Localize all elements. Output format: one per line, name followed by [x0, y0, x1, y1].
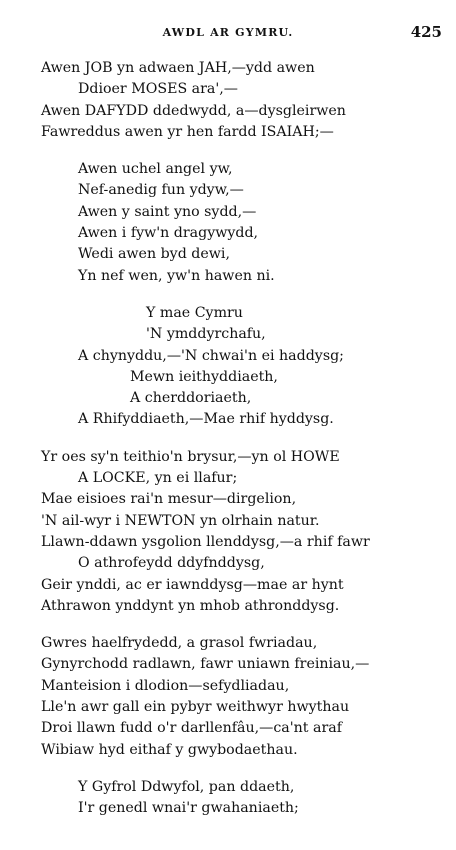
poem-line: Y Gyfrol Ddwyfol, pan ddaeth, [78, 778, 295, 795]
poem-line: Llawn-ddawn ysgolion llenddysg,—a rhif fawr [41, 533, 370, 550]
poem-line: Awen DAFYDD ddedwydd, a—dysgleirwen [41, 102, 346, 119]
stanza-3 [0, 303, 456, 431]
poem-line: Athrawon ynddynt yn mhob athronddysg. [41, 597, 340, 614]
poem-line: Nef-anedig fun ydyw,— [78, 182, 244, 199]
poem-line: A Rhifyddiaeth,—Mae rhif hyddysg. [78, 411, 334, 428]
stanza-6 [0, 777, 456, 820]
stanza-1 [0, 58, 456, 143]
running-title: AWDL AR GYMRU. [162, 26, 294, 39]
poem-line: I'r genedl wnai'r gwahaniaeth; [78, 800, 299, 817]
poem-line: Y mae Cymru [146, 304, 243, 321]
poem-line: A cherddoriaeth, [130, 390, 252, 407]
poem-line: Fawreddus awen yr hen fardd ISAIAH;— [41, 123, 334, 140]
poem-line: Gynyrchodd radlawn, fawr uniawn freiniau,— [41, 656, 370, 673]
poem-line: Yr oes sy'n teithio'n brysur,—yn ol HOWE [41, 448, 340, 465]
poem-line: A chynyddu,—'N chwai'n ei haddysg; [78, 347, 344, 364]
poem-line: Awen y saint yno sydd,— [78, 203, 257, 220]
poem-line: Ddioer MOSES ara',— [78, 81, 238, 98]
poem-line: Mewn ieithyddiaeth, [130, 368, 278, 385]
poem-line: Awen JOB yn adwaen JAH,—ydd awen [41, 60, 315, 76]
stanza-4 [0, 447, 456, 617]
poem-line: 'N ymddyrchafu, [146, 326, 266, 343]
poem-line: Lle'n awr gall ein pybyr weithwyr hwythau [41, 699, 350, 716]
page-number: 425 [410, 23, 442, 41]
poem-line: Manteision i dlodion—sefydliadau, [41, 677, 290, 694]
stanza-2 [0, 159, 456, 287]
page-header [0, 25, 456, 45]
poem-line: Droi llawn fudd o'r darllenfâu,—ca'nt araf [41, 720, 342, 737]
poem-line: 'N ail-wyr i NEWTON yn olrhain natur. [41, 512, 320, 529]
poem-line: Mae eisioes rai'n mesur—dirgelion, [41, 491, 297, 508]
poem-line: Wibiaw hyd eithaf y gwybodaethau. [41, 741, 298, 758]
poem-line: A LOCKE, yn ei llafur; [78, 470, 238, 487]
poem-line: Geir ynddi, ac er iawnddysg—mae ar hynt [41, 576, 344, 593]
stanza-5 [0, 633, 456, 761]
poem-body [0, 58, 456, 820]
poem-line: O athrofeydd ddyfnddysg, [78, 555, 265, 572]
poem-line: Gwres haelfrydedd, a grasol fwriadau, [41, 635, 318, 652]
poem-line: Awen uchel angel yw, [78, 161, 233, 178]
poem-line: Yn nef wen, yw'n hawen ni. [78, 267, 275, 284]
poem-line: Wedi awen byd dewi, [78, 246, 230, 263]
poem-line: Awen i fyw'n dragywydd, [78, 225, 259, 242]
